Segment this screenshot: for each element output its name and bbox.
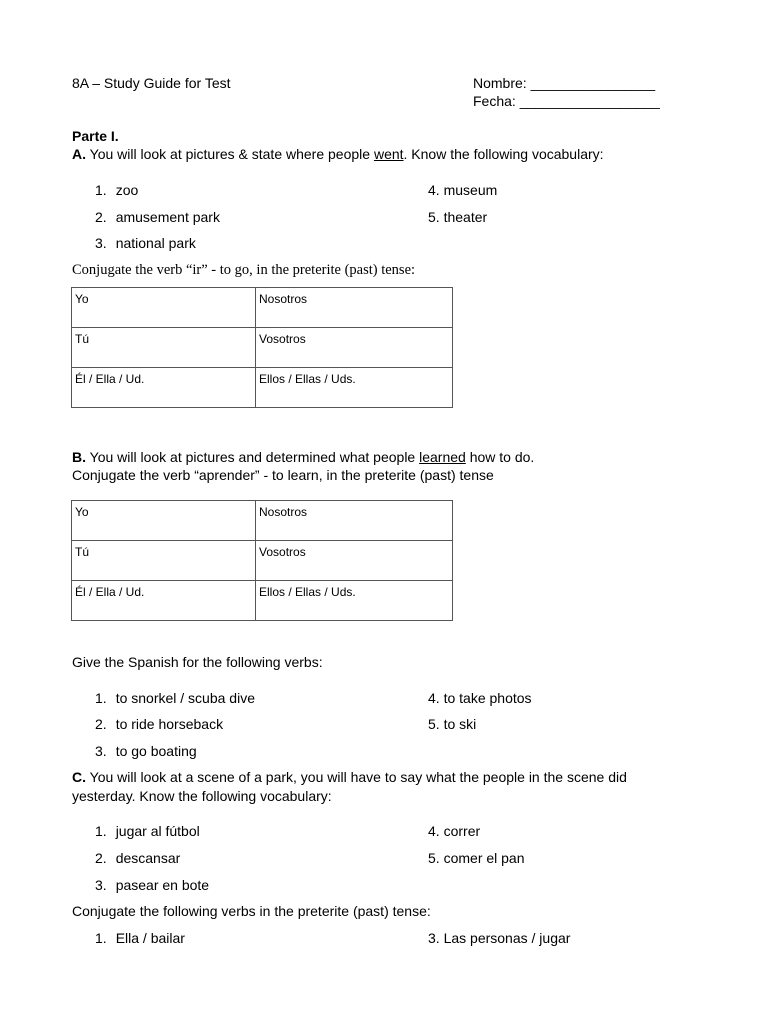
list-item: 1. zoo — [95, 182, 139, 198]
table-cell: Tú — [72, 541, 256, 581]
table-row — [72, 368, 453, 408]
table-cell: Yo — [72, 288, 256, 328]
table-row — [72, 581, 453, 621]
list-item: 4. to take photos — [428, 690, 532, 706]
section-a-instructions: A. You will look at pictures & state where people went. Know the following vocabulary: — [72, 146, 604, 162]
table-cell: Él / Ella / Ud. — [72, 368, 256, 408]
name-field: Nombre: ________________ — [473, 75, 656, 91]
list-item: 4. museum — [428, 182, 498, 198]
table-cell: Tú — [72, 328, 256, 368]
page-title: 8A – Study Guide for Test — [72, 75, 231, 91]
underlined-word: went — [373, 146, 404, 162]
list-item: 5. comer el pan — [428, 850, 525, 866]
list-item: 1. jugar al fútbol — [95, 823, 200, 839]
table-row — [72, 541, 453, 581]
list-item: 1. Ella / bailar — [95, 930, 185, 946]
date-field: Fecha: __________________ — [473, 93, 660, 109]
list-item: 2. amusement park — [95, 209, 220, 225]
table-cell: Nosotros — [256, 288, 453, 328]
section-b-line2: Conjugate the verb “aprender” - to learn, in the preterite (past) tense — [72, 467, 494, 483]
table-row — [72, 288, 453, 328]
section-a-letter: A. — [72, 146, 86, 162]
verbs-prompt: Give the Spanish for the following verbs: — [72, 654, 323, 670]
section-c-letter: C. — [72, 769, 86, 785]
section-b-letter: B. — [72, 449, 86, 465]
table-cell: Ellos / Ellas / Uds. — [256, 581, 453, 621]
table-cell: Él / Ella / Ud. — [72, 581, 256, 621]
conjugation-table-ir — [71, 287, 453, 408]
table-cell: Nosotros — [256, 501, 453, 541]
list-item: 3. pasear en bote — [95, 877, 210, 893]
conjugation-table-aprender — [71, 500, 453, 621]
list-item: 5. theater — [428, 209, 488, 225]
section-b-instructions: B. You will look at pictures and determined what people learned how to do. — [72, 449, 535, 465]
table-cell: Yo — [72, 501, 256, 541]
section-c-instructions: C. You will look at a scene of a park, you will have to say what the people in the scene did — [72, 769, 627, 785]
table-cell: Ellos / Ellas / Uds. — [256, 368, 453, 408]
list-item: 3. national park — [95, 235, 196, 251]
conjugate-verbs-prompt: Conjugate the following verbs in the preterite (past) tense: — [72, 903, 431, 919]
table-cell: Vosotros — [256, 541, 453, 581]
list-item: 2. to ride horseback — [95, 716, 224, 732]
conjugate-prompt: Conjugate the verb “ir” - to go, in the preterite (past) tense: — [72, 262, 416, 278]
table-row — [72, 501, 453, 541]
underlined-word: learned — [419, 449, 466, 465]
section-c-line2: yesterday. Know the following vocabulary: — [72, 788, 332, 804]
list-item: 2. descansar — [95, 850, 181, 866]
table-cell: Vosotros — [256, 328, 453, 368]
list-item: 3. Las personas / jugar — [428, 930, 571, 946]
list-item: 3. to go boating — [95, 743, 197, 759]
list-item: 1. to snorkel / scuba dive — [95, 690, 255, 706]
list-item: 5. to ski — [428, 716, 477, 732]
section-heading: Parte I. — [72, 128, 119, 144]
list-item: 4. correr — [428, 823, 481, 839]
table-row — [72, 328, 453, 368]
